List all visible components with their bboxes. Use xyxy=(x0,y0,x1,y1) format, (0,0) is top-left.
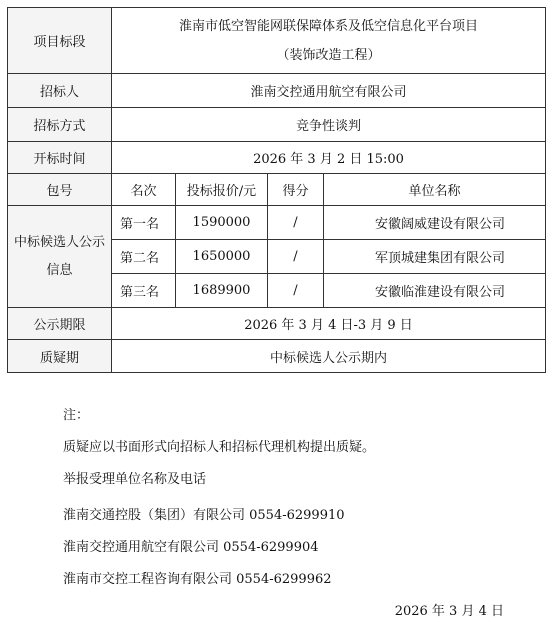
candidate-rank: 第二名 xyxy=(112,240,176,274)
table-row xyxy=(8,206,546,240)
candidate-company: 安徽阔威建设有限公司 xyxy=(324,206,546,240)
candidates-label: 中标候选人公示信息 xyxy=(8,206,112,308)
candidate-rank: 第一名 xyxy=(112,206,176,240)
candidate-rank: 第三名 xyxy=(112,274,176,308)
period-label: 公示期限 xyxy=(8,308,112,340)
candidate-price: 1689900 xyxy=(176,274,268,308)
query-value: 中标候选人公示期内 xyxy=(112,340,546,373)
query-label: 质疑期 xyxy=(8,340,112,373)
project-name xyxy=(112,8,546,74)
candidate-company: 安徽临淮建设有限公司 xyxy=(324,274,546,308)
project-name-line1: 淮南市低空智能网联保障体系及低空信息化平台项目 xyxy=(179,18,479,34)
notes-line: 质疑应以书面形式向招标人和招标代理机构提出质疑。 xyxy=(63,440,376,455)
notes-line: 举报受理单位名称及电话 xyxy=(63,472,207,487)
header-company: 单位名称 xyxy=(324,174,546,206)
header-package: 包号 xyxy=(8,174,112,206)
header-score: 得分 xyxy=(268,174,324,206)
header-rank: 名次 xyxy=(112,174,176,206)
document-date: 2026 年 3 月 4 日 xyxy=(394,604,504,619)
notes-section xyxy=(63,400,533,596)
project-name-line2: （装饰改造工程） xyxy=(276,47,381,63)
method-value: 竞争性谈判 xyxy=(112,108,546,142)
candidate-score: / xyxy=(268,206,324,240)
project-label: 项目标段 xyxy=(8,8,112,74)
open-time-value: 2026 年 3 月 2 日 15:00 xyxy=(112,142,546,174)
bid-result-table xyxy=(7,7,546,373)
tenderer-label: 招标人 xyxy=(8,74,112,108)
tenderer-value: 淮南交控通用航空有限公司 xyxy=(112,74,546,108)
contact-line: 淮南交通控股（集团）有限公司 0554-6299910 xyxy=(63,508,345,523)
candidate-price: 1650000 xyxy=(176,240,268,274)
notes-heading: 注： xyxy=(63,408,90,423)
contact-line: 淮南市交控工程咨询有限公司 0554-6299962 xyxy=(63,572,332,587)
candidate-company: 军顶城建集团有限公司 xyxy=(324,240,546,274)
open-time-label: 开标时间 xyxy=(8,142,112,174)
candidate-score: / xyxy=(268,240,324,274)
candidate-price: 1590000 xyxy=(176,206,268,240)
candidate-score: / xyxy=(268,274,324,308)
period-value: 2026 年 3 月 4 日-3 月 9 日 xyxy=(112,308,546,340)
method-label: 招标方式 xyxy=(8,108,112,142)
contact-line: 淮南交控通用航空有限公司 0554-6299904 xyxy=(63,540,319,555)
header-price: 投标报价/元 xyxy=(176,174,268,206)
